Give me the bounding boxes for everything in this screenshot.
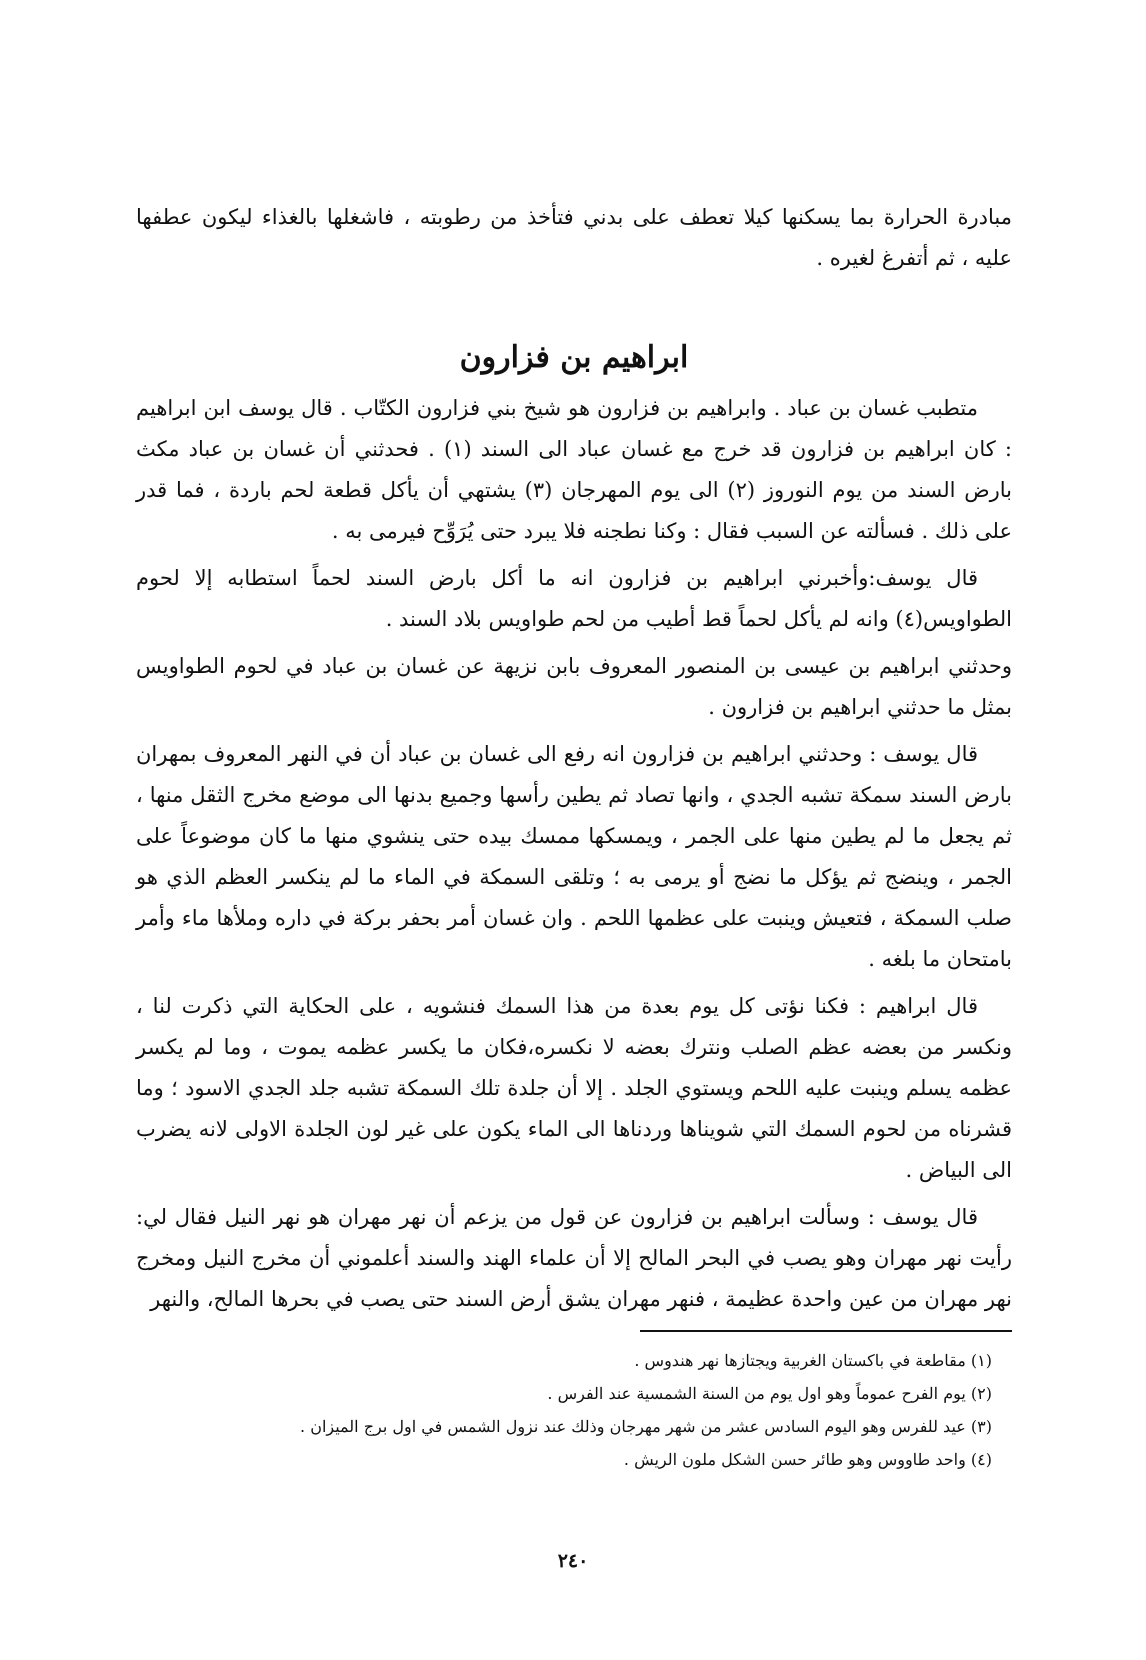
- paragraph-3: وحدثني ابراهيم بن عيسى بن المنصور المعروف بابن نزيهة عن غسان بن عباد في لحوم الطواويس بمثل ما حدثني ابراهيم بن فزارون .: [136, 654, 1012, 719]
- footnote-1: (١) مقاطعة في باكستان الغربية ويجتازها نهر هندوس .: [634, 1351, 992, 1370]
- footnote-2: (٢) يوم الفرح عموماً وهو اول يوم من السنة الشمسية عند الفرس .: [547, 1384, 992, 1403]
- page-number: ٢٤٠: [557, 1550, 589, 1572]
- chapter-title: ابراهيم بن فزارون: [459, 340, 689, 376]
- chapter-body: [136, 388, 1012, 1326]
- paragraph-4: قال يوسف : وحدثني ابراهيم بن فزارون انه رفع الى غسان بن عباد أن في النهر المعروف بمهران بارض السند سمكة تشبه الجدي ، وانها تصاد ثم يطين رأسها وجميع بدنها الى موضع مخرج الثقل منها ، ثم يجعل ما لم يطين منها على الجمر ، ويمسكها ممسك بيده حتى ينشوي منها ما كان موضوعاً على الجمر ، وينضج ثم يؤكل ما نضج أو يرمى به ؛ وتلقى السمكة في الماء ما لم ينكسر العظم الذي هو صلب السمكة ، فتعيش وينبت على عظمها اللحم . وان غسان أمر بحفر بركة في داره وملأها ماء وأمر بامتحان ما بلغه .: [136, 742, 1012, 971]
- paragraph-5: قال ابراهيم : فكنا نؤتى كل يوم بعدة من هذا السمك فنشويه ، على الحكاية التي ذكرت لنا ، ونكسر من بعضه عظم الصلب ونترك بعضه لا نكسره،فكان ما يكسر عظمه يموت ، وما لم يكسر عظمه يسلم وينبت عليه اللحم ويستوي الجلد . إلا أن جلدة تلك السمكة تشبه جلد الجدي الاسود ؛ وما قشرناه من لحوم السمك التي شويناها وردناها الى الماء يكون على غير لون الجلدة الاولى لانه يضرب الى البياض .: [136, 994, 1012, 1182]
- footnote-3: (٣) عيد للفرس وهو اليوم السادس عشر من شهر مهرجان وذلك عند نزول الشمس في اول برج الميزان .: [300, 1417, 992, 1436]
- intro-paragraph: مبادرة الحرارة بما يسكنها كيلا تعطف على بدني فتأخذ من رطوبته ، فاشغلها بالغذاء ليكون عطفها عليه ، ثم أتفرغ لغيره .: [136, 205, 1012, 270]
- paragraph-1: متطبب غسان بن عباد . وابراهيم بن فزارون هو شيخ بني فزارون الكتّاب . قال يوسف ابن ابراهيم : كان ابراهيم بن فزارون قد خرج مع غسان عباد الى السند (١) . فحدثني أن غسان بن عباد مكث بارض السند من يوم النوروز (٢) الى يوم المهرجان (٣) يشتهي أن يأكل قطعة لحم باردة ، فما قدر على ذلك . فسألته عن السبب فقال : وكنا نطجنه فلا يبرد حتى يُرَوِّح فيرمى به .: [136, 396, 1013, 543]
- footnotes: [136, 1344, 992, 1476]
- footnote-divider: [640, 1330, 1012, 1332]
- footnote-4: (٤) واحد طاووس وهو طائر حسن الشكل ملون الريش .: [623, 1450, 992, 1469]
- paragraph-2: قال يوسف:وأخبرني ابراهيم بن فزارون انه ما أكل بارض السند لحماً استطابه إلا لحوم الطواويس(٤) وانه لم يأكل لحماً قط أطيب من لحم طواويس بلاد السند .: [136, 566, 1012, 631]
- paragraph-6: قال يوسف : وسألت ابراهيم بن فزارون عن قول من يزعم أن نهر مهران هو نهر النيل فقال لي: رأيت نهر مهران وهو يصب في البحر المالح إلا أن علماء الهند والسند أعلموني أن مخرج النيل ومخرج نهر مهران من عين واحدة عظيمة ، فنهر مهران يشق أرض السند حتى يصب في بحرها المالح، والنهر: [136, 1205, 1012, 1311]
